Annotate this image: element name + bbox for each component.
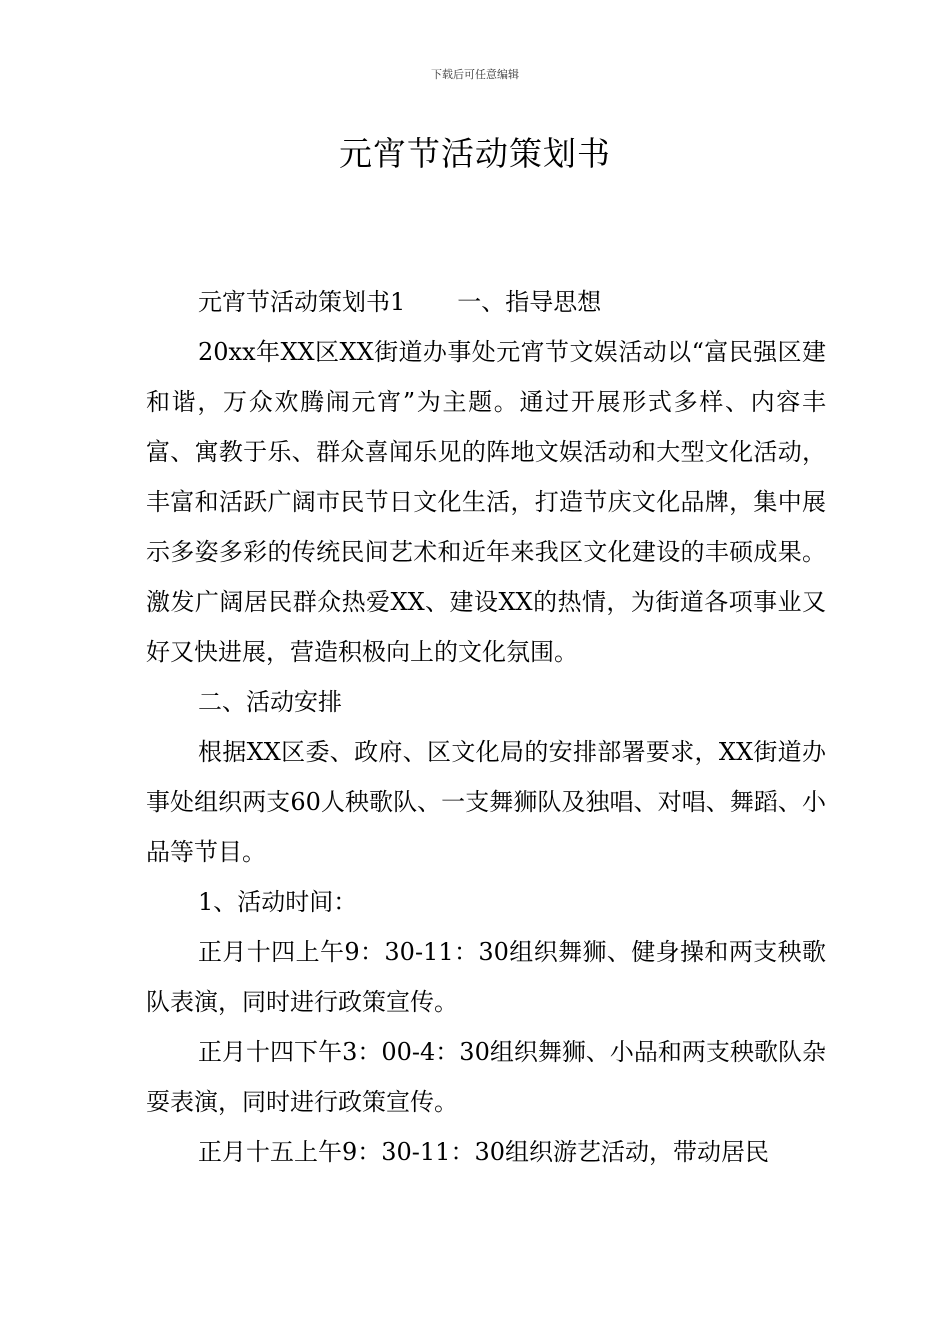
paragraph-theme: 20xx年XX区XX街道办事处元宵节文娱活动以“富民强区建和谐，万众欢腾闹元宵”为主题。通过开展形式多样、内容丰富、寓教于乐、群众喜闻乐见的阵地文娱活动和大型文化活动，丰富和活跃广阔市民节日文化生活，打造节庆文化品牌，集中展示多姿多彩的传统民间艺术和近年来我区文化建设的丰硕成果。激发广阔居民群众热爱XX、建设XX的热情，为街道各项事业又好又快进展，营造积极向上的文化氛围。 (146, 338, 826, 666)
intro-line (146, 277, 826, 327)
document-title: 元宵节活动策划书 (339, 134, 611, 173)
paragraph-schedule-14-afternoon: 正月十四下午3：00-4：30组织舞狮、小品和两支秧歌队杂耍表演，同时进行政策宣传。 (146, 1038, 826, 1116)
section-heading-guiding-ideology: 一、指导思想 (457, 288, 602, 316)
paragraph-schedule-15-morning: 正月十五上午9：30-11：30组织游艺活动，带动居民 (198, 1138, 769, 1166)
paragraph-schedule-14-morning: 正月十四上午9：30-11：30组织舞狮、健身操和两支秧歌队表演，同时进行政策宣传。 (146, 938, 826, 1016)
paragraph-arrangement: 根据XX区委、政府、区文化局的安排部署要求，XX街道办事处组织两支60人秧歌队、一支舞狮队及独唱、对唱、舞蹈、小品等节目。 (146, 738, 826, 866)
document-body (146, 277, 826, 1177)
subheading-activity-time: 1、活动时间： (198, 888, 358, 916)
header-note: 下载后可任意编辑 (431, 68, 519, 81)
intro-label: 元宵节活动策划书1 (198, 288, 406, 316)
section-heading-activity-arrangement: 二、活动安排 (198, 688, 342, 716)
